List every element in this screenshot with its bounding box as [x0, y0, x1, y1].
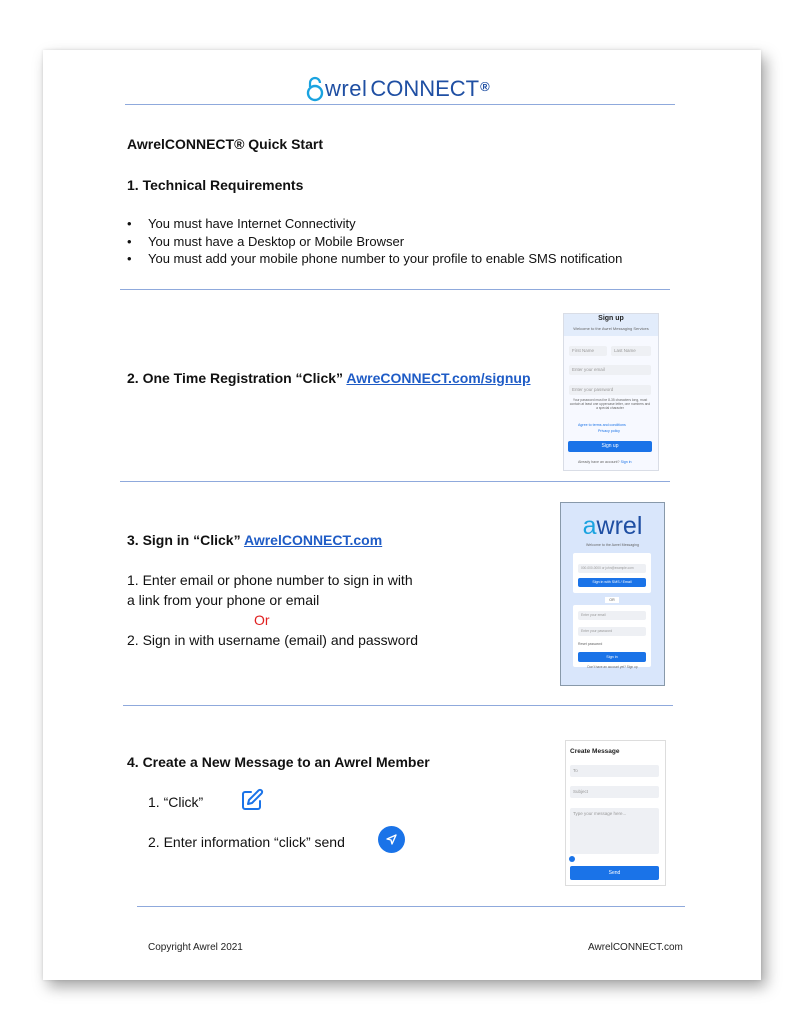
create-mock-send-button: Send	[570, 866, 659, 880]
signin-step1-line1: 1. Enter email or phone number to sign in with	[127, 572, 413, 588]
create-message-screenshot: Create Message To Subject Type your message here... Send	[565, 740, 666, 886]
list-item: • You must have a Desktop or Mobile Browser	[127, 233, 622, 251]
footer-site: AwrelCONNECT.com	[588, 942, 683, 953]
section-divider	[123, 705, 673, 706]
signin-screenshot: awrel Welcome to the Awrel Messaging 000-000-0000 or john@example.com Sign in with SMS / Email OR Enter your email Enter your password Reset password Sign in Don't have an account yet? Sign up	[560, 502, 665, 686]
section2-heading	[127, 370, 531, 386]
signup-mock-title: Sign up	[598, 315, 624, 322]
or-label: Or	[254, 612, 270, 628]
signin-step1-line2: a link from your phone or email	[127, 592, 320, 608]
awrel-connect-logo	[305, 72, 490, 102]
lock-icon	[305, 76, 325, 102]
signup-screenshot: Sign up Welcome to the Awrel Messaging Services First Name Last Name Enter your email Enter your password Your password must be 8-35 characters long, must contain at least one uppercase letter, one numbers and a special character Agree to terms and conditions Privacy policy Sign up Already have an account? Sign in	[563, 313, 659, 471]
step2-text: 2. Enter information “click” send	[148, 834, 345, 850]
section3-heading	[127, 532, 382, 548]
signin-mock-logo: awrel	[582, 512, 643, 540]
section2-heading-text: 2. One Time Registration “Click”	[127, 370, 344, 386]
signup-mock-button: Sign up	[568, 441, 652, 452]
logo-reg: ®	[480, 79, 490, 94]
footer-divider	[137, 906, 685, 907]
compose-icon[interactable]	[240, 788, 264, 817]
signup-link[interactable]: AwreCONNECT.com/signup	[346, 370, 531, 386]
logo-brand: wrel	[325, 76, 368, 101]
section-divider	[120, 289, 670, 290]
signin-link[interactable]: AwrelCONNECT.com	[243, 532, 383, 548]
send-icon[interactable]	[378, 826, 405, 853]
section3-heading-text: 3. Sign in “Click”	[127, 532, 241, 548]
section-divider	[120, 481, 670, 482]
page-title: AwrelCONNECT® Quick Start	[127, 136, 323, 152]
signin-step2: 2. Sign in with username (email) and password	[127, 632, 419, 648]
logo-connect: CONNECT	[370, 76, 480, 101]
list-item: • You must add your mobile phone number to your profile to enable SMS notification	[127, 250, 622, 268]
step1-text: 1. “Click”	[148, 794, 204, 810]
header-divider	[125, 104, 675, 105]
copyright-text: Copyright Awrel 2021	[148, 942, 243, 953]
section1-heading: 1. Technical Requirements	[127, 177, 304, 193]
section4-heading: 4. Create a New Message to an Awrel Member	[127, 754, 430, 770]
list-item: • You must have Internet Connectivity	[127, 215, 622, 233]
requirements-list	[127, 215, 622, 268]
create-mock-title: Create Message	[570, 748, 620, 755]
